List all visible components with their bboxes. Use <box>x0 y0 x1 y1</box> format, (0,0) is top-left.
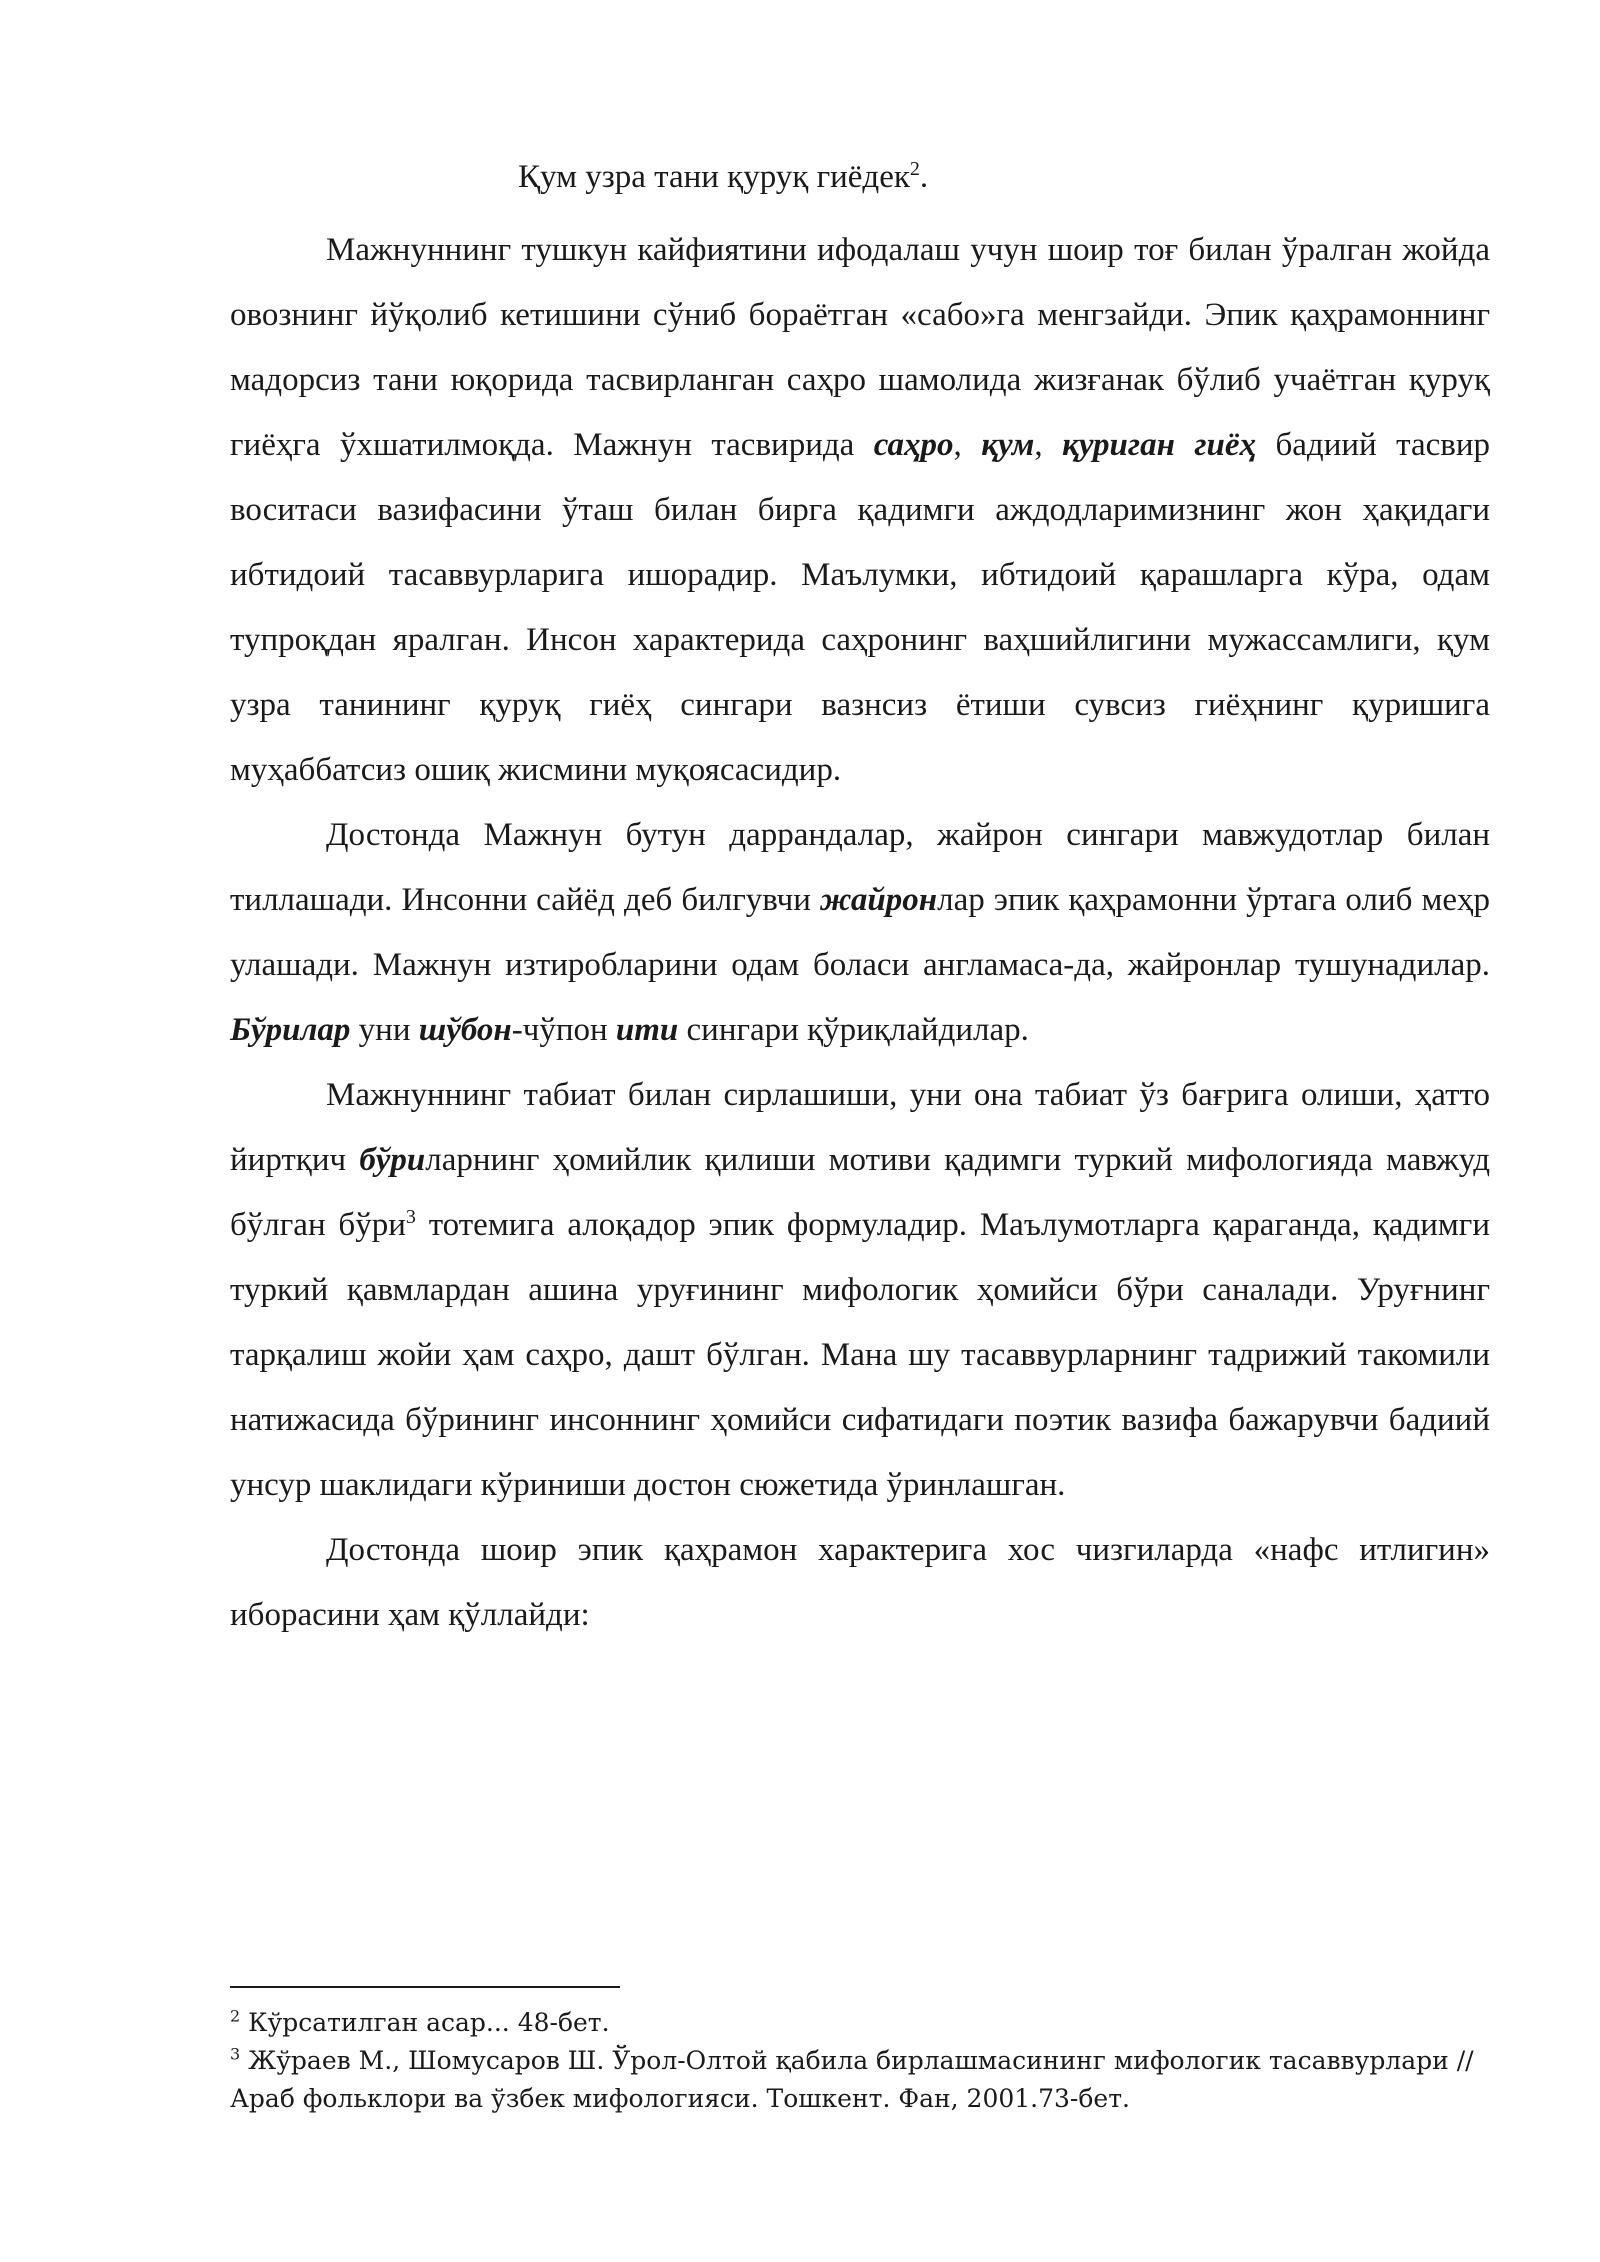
footnote-text: Кўрсатилган асар... 48-бет. <box>240 2008 610 2037</box>
verse-line: Қум узра тани қуруқ гиёдек$^2$. <box>518 158 929 195</box>
emphasis-term: бўри <box>359 1142 426 1178</box>
footnote-2 <box>230 2004 1490 2042</box>
paragraph-3: Мажнуннинг табиат билан сирлашиши, уни она табиат ўз бағрига олиши, ҳатто йиртқич бўриларнинг ҳомийлик қилиши мотиви қадимги туркий мифологияда мавжуд бўлган бўри$^3$ тотемига алоқадор эпик формуладир. Маълумотларга қараганда, қадимги туркий қавмлардан ашина уруғининг мифологик ҳомийси бўри саналади. Уруғнинг тарқалиш жойи ҳам саҳро, дашт бўлган. Мана шу тасаввурларнинг тадрижий такомили натижасида бўрининг инсоннинг ҳомийси сифатидаги поэтик вазифа бажарувчи бадиий унсур шаклидаги кўриниши достон сюжетида ўринлашган. <box>230 1077 1490 1503</box>
footnote-3 <box>230 2042 1490 2118</box>
footnote-text: Жўраев М., Шомусаров Ш. Ўрол-Олтой қабила бирлашмасининг мифологик тасаввурлари // Араб фольклори ва ўзбек мифологияси. Тошкент. Фан, 2001.73-бет. <box>230 2046 1474 2113</box>
paragraph-2: Достонда Мажнун бутун даррандалар, жайрон сингари мавжудотлар билан тиллашади. Инсонни сайёд деб билгувчи жайронлар эпик қаҳрамонни ўртага олиб меҳр улашади. Мажнун изтиробларини одам боласи англамаса-да, жайронлар тушунадилар. Бўрилар уни шўбон-чўпон ити сингари қўриқлайдилар. <box>230 817 1490 1048</box>
paragraph-1: Мажнуннинг тушкун кайфиятини ифодалаш учун шоир тоғ билан ўралган жойда овознинг йўқолиб кетишини сўниб бораётган «сабо»га менгзайди. Эпик қаҳрамоннинг мадорсиз тани юқорида тасвирланган саҳро шамолида жизғанак бўлиб учаётган қуруқ гиёҳга ўхшатилмоқда. Мажнун тасвирида саҳро, қум, қуриган гиёҳ бадиий тасвир воситаси вазифасини ўташ билан бирга қадимги аждодларимизнинг жон ҳақидаги ибтидоий тасаввурларига ишорадир. Маълумки, ибтидоий қарашларга кўра, одам тупроқдан яралган. Инсон характерида саҳронинг ваҳшийлигини мужассамлиги, қум узра танининг қуруқ гиёҳ сингари вазнсиз ётиши сувсиз гиёҳнинг қуришига муҳаббатсиз ошиқ жисмини муқоясасидир. <box>230 232 1490 788</box>
footnote-separator <box>230 1986 620 1988</box>
emphasis-term: қуриган гиёҳ <box>1062 427 1257 463</box>
footnote-number: 2 <box>230 2006 241 2026</box>
footnotes <box>230 2004 1490 2118</box>
emphasis-term: қум <box>981 427 1035 463</box>
footnote-ref-2[interactable]: 2 <box>909 158 920 180</box>
page-body <box>230 150 1490 1648</box>
footnote-number: 3 <box>230 2044 241 2064</box>
footnote-ref-3[interactable]: 3 <box>405 1206 416 1228</box>
emphasis-term: шўбон <box>418 1012 512 1048</box>
paragraph-4: Достонда шоир эпик қаҳрамон характерига хос чизгиларда «нафс итлигин» иборасини ҳам қўллайди: <box>230 1532 1490 1633</box>
emphasis-term: ити <box>615 1012 679 1048</box>
emphasis-term: саҳро <box>873 427 954 463</box>
emphasis-term: жайрон <box>819 882 938 918</box>
emphasis-term: Бўрилар <box>230 1012 351 1048</box>
